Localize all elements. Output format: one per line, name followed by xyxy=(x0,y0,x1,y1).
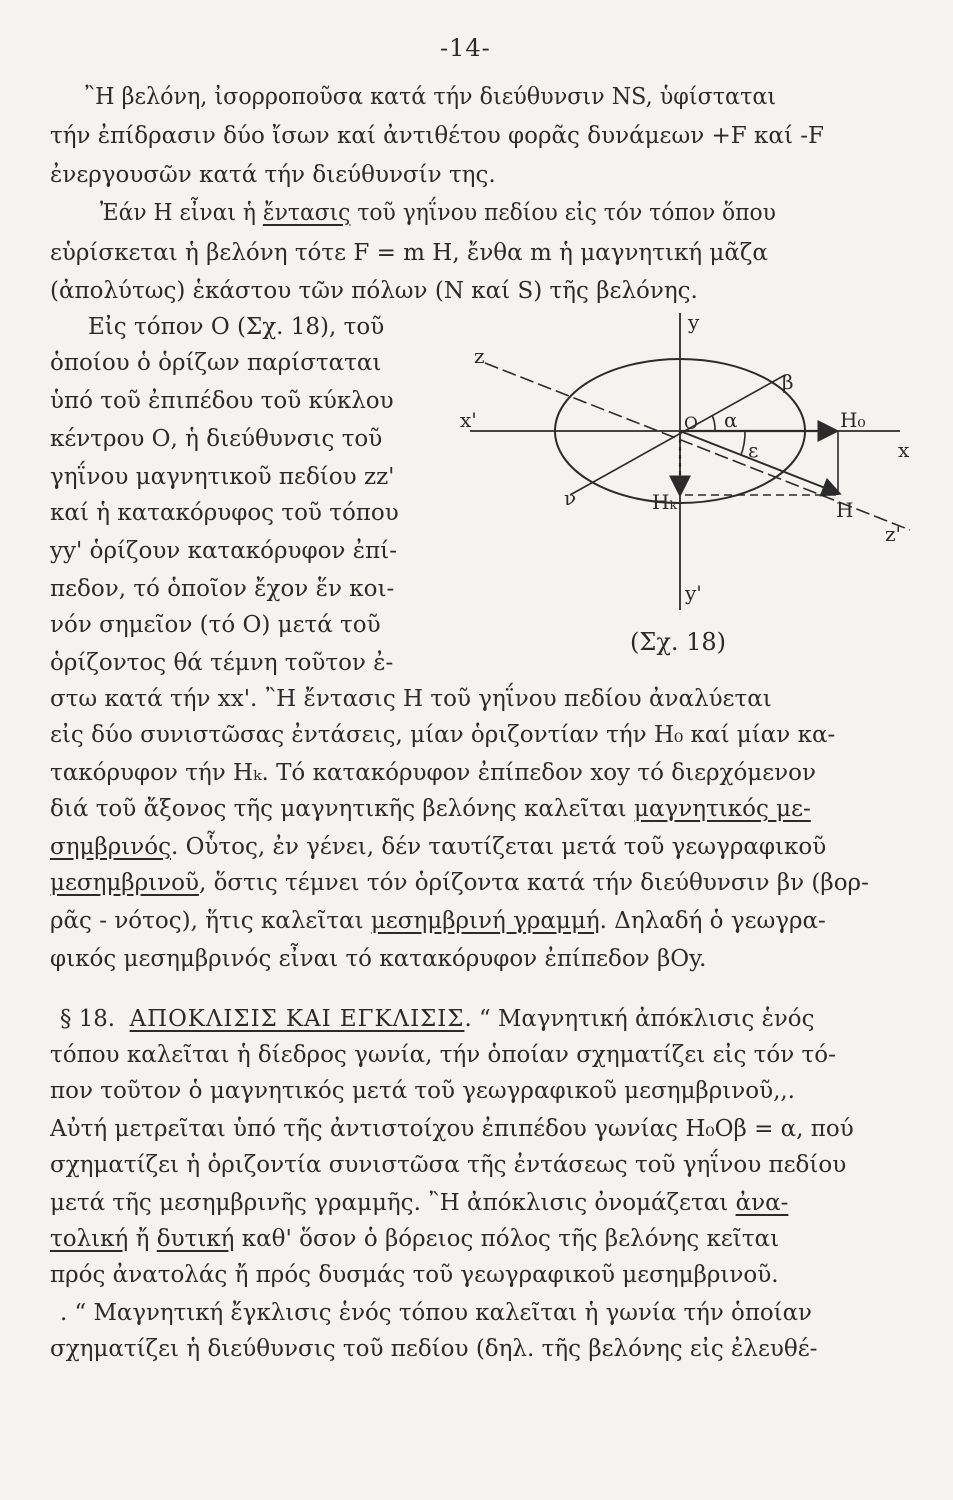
section-heading-line xyxy=(60,1004,935,1034)
label-x: x xyxy=(898,438,910,462)
text-line xyxy=(50,906,930,936)
text-line: (ἀπολύτως) ἑκάστου τῶν πόλων (N καί S) τῆς βελόνης. xyxy=(50,278,698,304)
text-line xyxy=(50,868,930,898)
text-line: Εἰς τόπον Ο (Σχ. 18), τοῦ xyxy=(88,314,385,340)
text-line xyxy=(50,794,930,824)
text-line xyxy=(100,198,935,228)
label-epsilon: ε xyxy=(748,438,759,462)
text-line: νόν σημεῖον (τό Ο) μετά τοῦ xyxy=(50,612,381,638)
label-Hk: Hₖ xyxy=(652,490,677,514)
text-line: καί ἡ κατακόρυφος τοῦ τόπου xyxy=(50,500,399,526)
text-line: ὑπό τοῦ ἐπιπέδου τοῦ κύκλου xyxy=(50,388,394,414)
text-line: στω κατά τήν xx'. ῍Η ἔντασις Η τοῦ γηΐνου πεδίου ἀναλύεται xyxy=(50,686,772,712)
text-line: πρός ἀνατολάς ἤ πρός δυσμάς τοῦ γεωγραφικοῦ μεσημβρινοῦ. xyxy=(50,1262,779,1288)
text-span: τοῦ γηΐνου πεδίου εἰς τόν τόπον ὅπου xyxy=(350,200,776,226)
text-span: καθ' ὅσον ὁ βόρειος πόλος τῆς βελόνης κεῖται xyxy=(234,1226,780,1252)
label-z: z xyxy=(474,344,485,368)
text-span: Ἐάν Η εἶναι ἡ xyxy=(100,200,263,226)
text-line: . “ Μαγνητική ἔγκλισις ἑνός τόπου καλεῖται ἡ γωνία τήν ὁποίαν xyxy=(60,1300,812,1326)
label-H0: H₀ xyxy=(840,408,866,432)
text-line: φικός μεσημβρινός εἶναι τό κατακόρυφον ἐπίπεδον βΟy. xyxy=(50,946,707,972)
angle-epsilon-arc xyxy=(741,431,745,455)
text-line: σχηματίζει ἡ ὁριζοντία συνιστῶσα τῆς ἐντάσεως τοῦ γηΐνου πεδίου xyxy=(50,1152,847,1178)
text-line: γηΐνου μαγνητικοῦ πεδίου zz' xyxy=(50,464,395,490)
text-line: πεδον, τό ὁποῖον ἔχον ἕν κοι- xyxy=(50,576,395,602)
page-number: -14- xyxy=(440,34,491,62)
text-line: σχηματίζει ἡ διεύθυνσις τοῦ πεδίου (δηλ. τῆς βελόνης εἰς ἐλευθέ- xyxy=(50,1336,818,1362)
text-span: . Δηλαδή ὁ γεωγρα- xyxy=(599,908,826,934)
label-x-prime: x' xyxy=(460,408,477,432)
text-span: ρᾶς - νότος), ἥτις καλεῖται xyxy=(50,908,371,934)
label-alpha: α xyxy=(724,408,738,432)
text-span: μετά τῆς μεσημβρινῆς γραμμῆς. ῍Η ἀπόκλισις ὀνομάζεται xyxy=(50,1190,736,1216)
label-nu: ν xyxy=(564,486,577,510)
text-line: τόπου καλεῖται ἡ δίεδρος γωνία, τήν ὁποίαν σχηματίζει εἰς τόν τό- xyxy=(50,1042,836,1068)
underlined-term: μεσημβρινή γραμμή xyxy=(370,908,600,934)
text-line: τακόρυφον τήν Hₖ. Τό κατακόρυφον ἐπίπεδον xoy τό διερχόμενον xyxy=(50,760,816,786)
label-H: H xyxy=(836,498,854,522)
label-y: y xyxy=(688,310,700,334)
underlined-term: σημβρινός xyxy=(50,834,171,860)
text-line: yy' ὁρίζουν κατακόρυφον ἐπί- xyxy=(50,538,397,564)
text-line: Αὐτή μετρεῖται ὑπό τῆς ἀντιστοίχου ἐπιπέδου γωνίας H₀Oβ = α, πού xyxy=(50,1116,854,1142)
meridian-line xyxy=(570,375,785,495)
text-span: διά τοῦ ἄξονος τῆς μαγνητικῆς βελόνης καλεῖται xyxy=(50,796,635,822)
underlined-term: ἀνα- xyxy=(735,1190,789,1216)
label-z-prime: z' xyxy=(885,522,902,546)
field-vector-H xyxy=(680,431,838,493)
underlined-term: δυτική xyxy=(156,1226,235,1252)
label-beta: β xyxy=(782,370,794,394)
text-line: εἰς δύο συνιστῶσας ἐντάσεις, μίαν ὁριζοντίαν τήν H₀ καί μίαν κα- xyxy=(50,722,836,748)
text-line: πον τοῦτον ὁ μαγνητικός μετά τοῦ γεωγραφικοῦ μεσημβρινοῦ,,. xyxy=(50,1078,795,1104)
underlined-term: μαγνητικός με- xyxy=(634,796,811,822)
text-line: ὁρίζοντος θά τέμνη τοῦτον ἐ- xyxy=(50,650,394,676)
text-line: τήν ἐπίδρασιν δύο ἴσων καί ἀντιθέτου φορᾶς δυνάμεων +F καί -F xyxy=(50,123,825,149)
text-span: . “ Μαγνητική ἀπόκλισις ἑνός xyxy=(464,1006,815,1032)
text-span: ἤ xyxy=(128,1226,157,1252)
underlined-term: ἔντασις xyxy=(262,200,351,226)
text-line: ἐνεργουσῶν κατά τήν διεύθυνσίν της. xyxy=(50,162,496,188)
magnetic-field-diagram xyxy=(430,305,930,625)
text-line xyxy=(50,832,930,862)
figure-caption: (Σχ. 18) xyxy=(630,628,727,656)
section-number: § 18. xyxy=(60,1006,116,1032)
angle-alpha-arc xyxy=(712,415,715,431)
text-line: κέντρου Ο, ἡ διεύθυνσις τοῦ xyxy=(50,426,383,452)
label-y-prime: y' xyxy=(685,581,702,605)
text-line: εὑρίσκεται ἡ βελόνη τότε F = m H, ἔνθα m ἡ μαγνητική μᾶζα xyxy=(50,240,768,266)
text-line xyxy=(50,1188,930,1218)
text-span: , ὅστις τέμνει τόν ὁρίζοντα κατά τήν διεύθυνσιν βν (βορ- xyxy=(198,870,869,896)
underlined-term: τολική xyxy=(50,1226,129,1252)
text-line xyxy=(50,1224,930,1254)
text-line: ὁποίου ὁ ὁρίζων παρίσταται xyxy=(50,350,382,376)
text-span: . Οὗτος, ἐν γένει, δέν ταυτίζεται μετά τοῦ γεωγραφικοῦ xyxy=(170,834,827,860)
section-title: ΑΠΟΚΛΙΣΙΣ ΚΑΙ ΕΓΚΛΙΣΙΣ xyxy=(129,1006,465,1032)
text-line: ῍Η βελόνη, ἰσορροποῦσα κατά τήν διεύθυνσιν NS, ὑφίσταται xyxy=(84,84,777,110)
label-O: O xyxy=(684,414,698,434)
underlined-term: μεσημβρινοῦ xyxy=(50,870,199,896)
